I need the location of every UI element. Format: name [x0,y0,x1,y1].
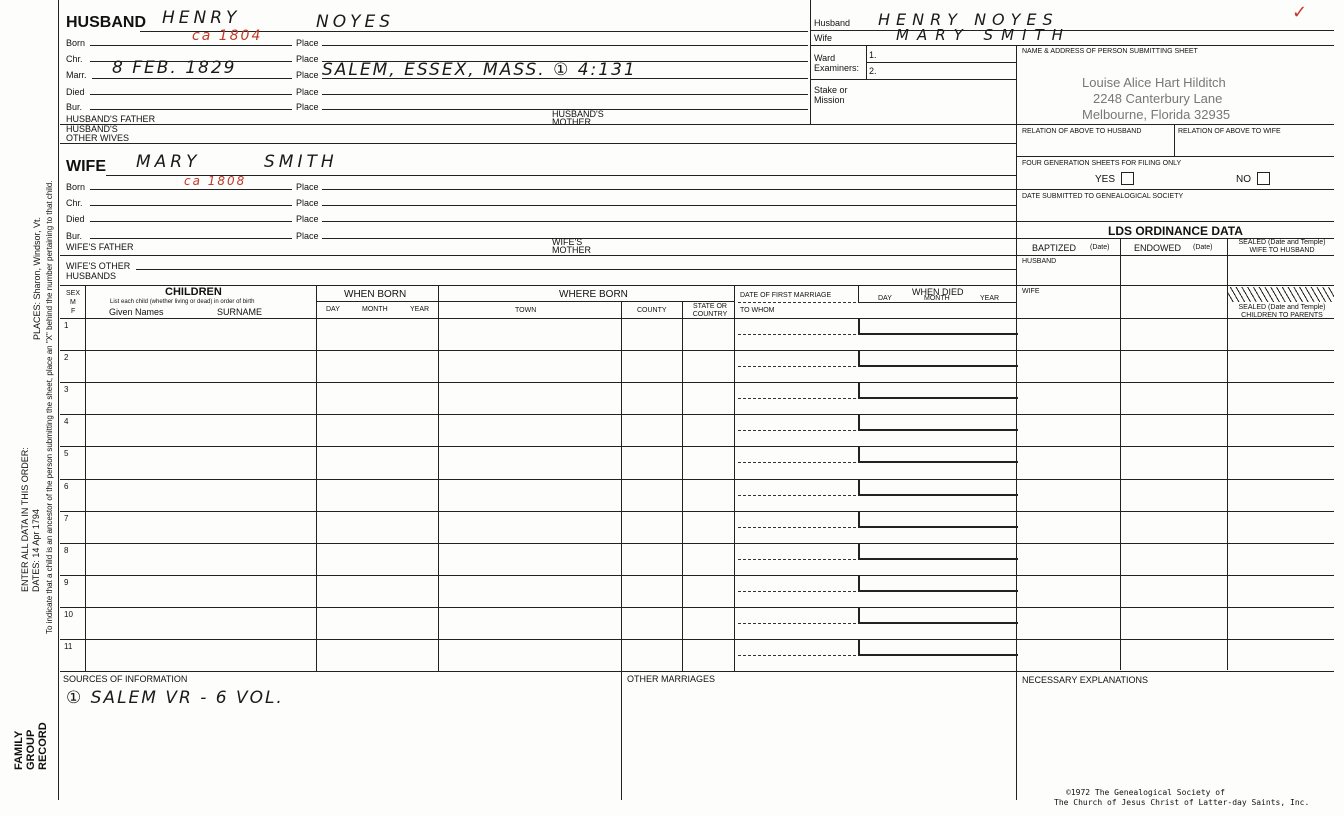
state-country-label: STATE OR COUNTRY [692,303,728,318]
hatched-area [1228,287,1334,302]
where-born-label: WHERE BORN [559,289,628,300]
date-first-marriage-label: DATE OF FIRST MARRIAGE [740,292,832,299]
marriage-date-divider [738,655,856,656]
born-month-label: MONTH [362,306,388,313]
marriage-date-divider [738,591,856,592]
death-date-field[interactable] [858,543,1018,560]
row-divider [60,382,1334,383]
husband-first-name: HENRY [162,8,241,28]
baptized-label: BAPTIZED [1032,243,1077,253]
wife-last-name: SMITH [264,152,338,172]
wife-born-value: ca 1808 [184,174,247,188]
sources-label: SOURCES OF INFORMATION [63,674,188,684]
marriage-date-divider [738,366,856,367]
child-row-number: 4 [64,417,69,427]
child-row-number: 5 [64,449,69,459]
wife-bur-place-label: Place [296,231,319,241]
husband-marr-value: 8 FEB. 1829 [112,58,237,78]
surname-label: SURNAME [217,307,263,317]
child-row-number: 9 [64,577,69,587]
left-margin-line [58,0,59,800]
when-born-label: WHEN BORN [344,289,407,300]
husband-marr-label: Marr. [66,70,87,80]
date-submitted-label: DATE SUBMITTED TO GENEALOGICAL SOCIETY [1022,193,1184,200]
sealed-children-label: SEALED (Date and Temple) CHILDREN TO PARENTS [1238,304,1326,319]
husbands-mother-label: HUSBAND'S MOTHER [552,109,604,127]
to-whom-label: TO WHOM [740,307,775,314]
husband-bur-place-label: Place [296,102,319,112]
row-divider [60,350,1334,351]
husband-chr-label: Chr. [66,54,83,64]
child-row-number: 7 [64,513,69,523]
died-month-label: MONTH [924,295,950,302]
town-label: TOWN [515,307,537,314]
checkmark-icon: ✓ [1292,2,1308,23]
right-husband-label: Husband [814,18,851,28]
husband-born-place-label: Place [296,38,319,48]
other-marriages-label: OTHER MARRIAGES [627,674,716,684]
row-divider [60,639,1334,640]
wifes-other-husbands-label: WIFE'S OTHER HUSBANDS [66,261,131,281]
sources-value: ① SALEM VR - 6 VOL. [66,688,284,708]
husband-marr-place-label: Place [296,70,319,80]
row-divider [60,511,1334,512]
four-generation-label: FOUR GENERATION SHEETS FOR FILING ONLY [1022,160,1182,167]
row-divider [60,414,1334,415]
husbands-other-wives-label: HUSBAND'S OTHER WIVES [66,124,130,143]
given-names-label: Given Names [109,307,164,317]
marriage-date-divider [738,462,856,463]
wife-first-name: MARY [136,152,201,172]
child-row-number: 3 [64,385,69,395]
born-year-label: YEAR [410,306,430,313]
marriage-date-divider [738,398,856,399]
yes-label: YES [1095,174,1116,185]
form-title-1: FAMILY [13,730,25,770]
child-row-number: 6 [64,481,69,491]
places-note: PLACES: Sharon, Windsor, Vt. [32,216,42,340]
death-date-field[interactable] [858,350,1018,367]
husband-died-label: Died [66,87,85,97]
ward-examiners-label: Ward Examiners: [814,53,860,73]
dates-note: DATES: 14 Apr 1794 [31,509,41,592]
died-day-label: DAY [878,295,892,302]
marriage-date-divider [738,527,856,528]
child-row-number: 1 [64,321,69,330]
sex-m: M [70,299,76,306]
death-date-field[interactable] [858,382,1018,399]
ancestor-instruction: To indicate that a child is an ancestor of the person submitting the sheet, place an "X" behind the number pertaining to that child. [45,180,54,634]
row-divider [60,575,1334,576]
right-wife-label: Wife [814,33,832,43]
died-year-label: YEAR [980,295,1000,302]
death-date-field[interactable] [858,318,1018,335]
death-date-field[interactable] [858,607,1018,624]
husband-marr-place-value: SALEM, ESSEX, MASS. ① 4:131 [322,60,637,80]
death-date-field[interactable] [858,414,1018,431]
husband-born-label: Born [66,38,86,48]
husband-chr-place-label: Place [296,54,319,64]
wife-born-place-label: Place [296,182,319,192]
husband-died-place-label: Place [296,87,319,97]
right-husband-value: HENRY NOYES [878,10,1059,29]
husband-label: HUSBAND [66,14,146,31]
submitter-label: NAME & ADDRESS OF PERSON SUBMITTING SHEET [1022,48,1198,55]
lds-wife-row: WIFE [1022,288,1040,295]
child-row-number: 11 [64,642,73,651]
husbands-father-label: HUSBAND'S FATHER [66,114,156,124]
lds-title: LDS ORDINANCE DATA [1108,224,1243,238]
row-divider [60,607,1334,608]
marriage-date-divider [738,559,856,560]
child-row-number: 10 [64,609,73,619]
born-day-label: DAY [326,306,340,313]
relation-husband-label: RELATION OF ABOVE TO HUSBAND [1022,128,1142,135]
baptized-date-note: (Date) [1090,244,1110,251]
wife-chr-place-label: Place [296,198,319,208]
wife-chr-label: Chr. [66,198,83,208]
husband-born-value: ca 1804 [192,28,263,44]
submitter-name: Louise Alice Hart Hilditch [1082,75,1226,90]
death-date-field[interactable] [858,639,1018,656]
county-label: COUNTY [637,307,667,314]
marriage-date-divider [738,430,856,431]
form-title-3: RECORD [37,722,49,770]
submitter-city: Melbourne, Florida 32935 [1082,107,1231,122]
lds-husband-row: HUSBAND [1022,258,1057,265]
death-date-field[interactable] [858,575,1018,592]
wifes-mother-label: WIFE'S MOTHER [552,237,591,255]
enter-data-order: ENTER ALL DATA IN THIS ORDER: [20,447,30,592]
necessary-explanations-label: NECESSARY EXPLANATIONS [1022,675,1149,685]
row-divider [60,479,1334,480]
sex-label: SEX [66,290,81,297]
examiner-1: 1. [869,50,877,60]
death-date-field[interactable] [858,479,1018,496]
wifes-father-label: WIFE'S FATHER [66,242,134,252]
children-title: CHILDREN [165,286,222,298]
no-label: NO [1236,174,1251,185]
wife-died-label: Died [66,214,85,224]
no-checkbox[interactable] [1257,172,1270,185]
husband-last-name: NOYES [316,12,395,32]
form-title-2: GROUP [25,729,37,770]
submitter-street: 2248 Canterbury Lane [1093,91,1223,106]
endowed-date-note: (Date) [1193,244,1213,251]
row-divider [60,543,1334,544]
relation-wife-label: RELATION OF ABOVE TO WIFE [1178,128,1281,135]
row-divider [60,446,1334,447]
endowed-label: ENDOWED [1134,243,1181,253]
sex-f: F [71,308,76,315]
wife-bur-label: Bur. [66,231,83,241]
yes-checkbox[interactable] [1121,172,1134,185]
wife-label: WIFE [66,158,106,175]
copyright-line-2: The Church of Jesus Christ of Latter-day Saints, Inc. [1054,798,1310,807]
husband-bur-label: Bur. [66,102,83,112]
marriage-date-divider [738,334,856,335]
marriage-date-divider [738,623,856,624]
death-date-field[interactable] [858,446,1018,463]
examiner-2: 2. [869,66,877,76]
children-list-note: List each child (whether living or dead) in order of birth [110,299,255,305]
stake-mission-label: Stake or Mission [814,85,848,105]
copyright-line-1: ©1972 The Genealogical Society of [1066,788,1225,797]
wife-born-label: Born [66,182,86,192]
when-died-label: WHEN DIED [912,287,964,297]
death-date-field[interactable] [858,511,1018,528]
wife-died-place-label: Place [296,214,319,224]
child-row-number: 2 [64,353,69,363]
child-row-number: 8 [64,545,69,555]
right-wife-value: MARY SMITH [896,26,1071,44]
sealed-wife-label: SEALED (Date and Temple) WIFE TO HUSBAND [1238,239,1326,254]
marriage-date-divider [738,495,856,496]
